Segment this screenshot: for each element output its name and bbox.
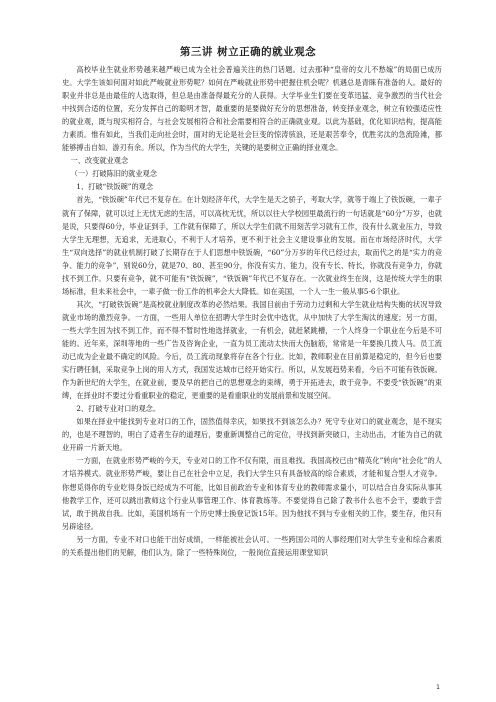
- paragraph: 另一方面，专业不对口也能干出好成绩，一样能被社会认可。一些跨国公司的人事经理们对大学生专业和综合素质的关系提出他们的见解，他们认为，除了一些特殊岗位，一般岗位直接运用课堂知识: [62, 534, 442, 557]
- section-heading: 2、打破专业对口的观念。: [76, 404, 161, 414]
- section-heading: （一）打破陈旧的就业观念: [70, 169, 157, 179]
- paragraph: 高校毕业生就业形势越来越严峻已成为全社会普遍关注的热门话题。过去那种“皇帝的女儿不愁嫁”的局面已成历史。大学生该如何面对如此严峻就业形势呢？如何在严峻就业形势中把握住机会呢？机遇总是青睐有准备的人。最好的职业并非总是由最佳的人选取得，但总是由准备得最充分的人获得。大学毕业生们要在变革迅猛、竞争激烈的当代社会中找到合适的位置，充分发挥自己的聪明才智，最重要的是要做好充分的思想准备，转变择业观念，树立有较强适应性的就业观，既与现实相符合，与社会发展相符合和社会需要相符合的正确就业观。以此为基础，优化知识结构，提高能力素质。惟有如此，当我们走向社会时，面对的无论是社会巨变的惊涛骇浪，还是艰苦奉令，优胜劣汰的急流险滩，都能够搏击自如、游刃有余。所以，作为当代的大学生，关键的是要树立正确的择业观念。: [62, 65, 442, 153]
- page-number: 1: [436, 684, 440, 691]
- paragraph: 一方面，在就业形势严峻的今天，专业对口的工作不仅有限，而且难找。我国高校已由“精英化”转向“社会化”的人才培养模式。就业形势严峻，要让自己在社会中立足，我们大学生只有具备较高的综合素质，才能和复合型人才竞争。你想觅得你的专业吃得身饭已经成为不可能，比如目前政治专业和体育专业的教师需求量小，可以结合自身实际从事其他教学工作，还可以跳出教师这个行业从事管理工作、体育教练等。不要觉得自己除了教书什么也不会干，要敢于尝试，敢于挑战自我。比如，美国机场有一个历史博士换登记饭15年。因为他找不到与专业相关的工作，要生存，他只有另辟途径。: [62, 456, 442, 531]
- section-heading: 1、打破“铁饭碗”的观念: [76, 182, 154, 192]
- document-body: [62, 63, 442, 559]
- paragraph: 其次，“打破铁饭碗”是高校就业制度改革的必然结果。我国目前由于劳动力过剩和大学生就业结构失衡的状况导致就业市场的激烈竞争。一方面，一些用人单位在招聘大学生时会优中选优，从中加快了大学生淘汰的速度；另一方面，一些大学生因为找不到工作，而不得不暂时性地选择就业，一有机会，就赶紧跳槽，一个人终身一个职业在今后是不可能的。近年来，深圳等地的一些广告及咨询企业，一直为员工流动太快而大伤脑筋，常常是一年要换几拨人马。员工流动已成为企业最不确定的风险。今后，员工流动现象将存在各个行业。比如，教师职业在目前算是稳定的，但今后也要实行聘任制，采取竞争上岗的用人方式，我国发达城市已经开始实行。所以，从发展趋势来看，今后不可能有铁饭碗。作为新世纪的大学生，在就业前，要及早的把自己的思想观念的束缚，勇于开拓进去，敢于竞争。不要受“铁饭碗”的束缚，在择业时不要过分看重职业的稳定，更重要的是看重职业的发展前景和发展空间。: [62, 299, 442, 401]
- section-heading: 一、改变就业观念: [70, 156, 129, 166]
- page-title: 第三讲 树立正确的就业观念: [179, 46, 317, 58]
- paragraph: 如果在择业中能找到专业对口的工作，固然值得幸庆，如果找不到该怎么办？死守专业对口的就业观念，是不现实的，也是不理智的，明白了适者生存的道理后，要重新调整自己的定位，寻找到新突破口，主动出击，才能为自己的就业开辟一片新天地。: [62, 417, 442, 453]
- paragraph: 首先，“铁饭碗”年代已不复存在。在计划经济年代，大学生是天之骄子，考取大学，就等于端上了铁饭碗，一辈子就有了保障，就可以过上无忧无虑的生活，可以高枕无忧，所以以往大学校园里最流行的一句话就是“60分”万岁，也就是说，只要得60分，毕业证到手，工作就有保障了，所以大学生们就不用刻苦学习就有工作，没有什么就业压力，导致大学生无理想，无追求，无进取心，不利于人才培养，更不利于社会主义建设事业的发展。而在市场经济时代，大学生“双向选择”的就业机制打破了长期存在于人们思想中铁饭碗，“60”分万岁的年代已经过去，取而代之的是“实力的竞争、能力的竞争”，别说60分，就是70、80、甚至90分，你没有实力、能力，没有专长、特长，你就没有竞争力，你就找不到工作。只要有竞争，就不可能有“铁饭碗”，“铁饭碗”年代已不复存在。一次就业终生在岗，这是传统大学生的职场标准，但未来社会中，一辈子做一份工作的机率会大大降低。如在美国，一个人一生一般从事5-6个职业。: [62, 195, 442, 296]
